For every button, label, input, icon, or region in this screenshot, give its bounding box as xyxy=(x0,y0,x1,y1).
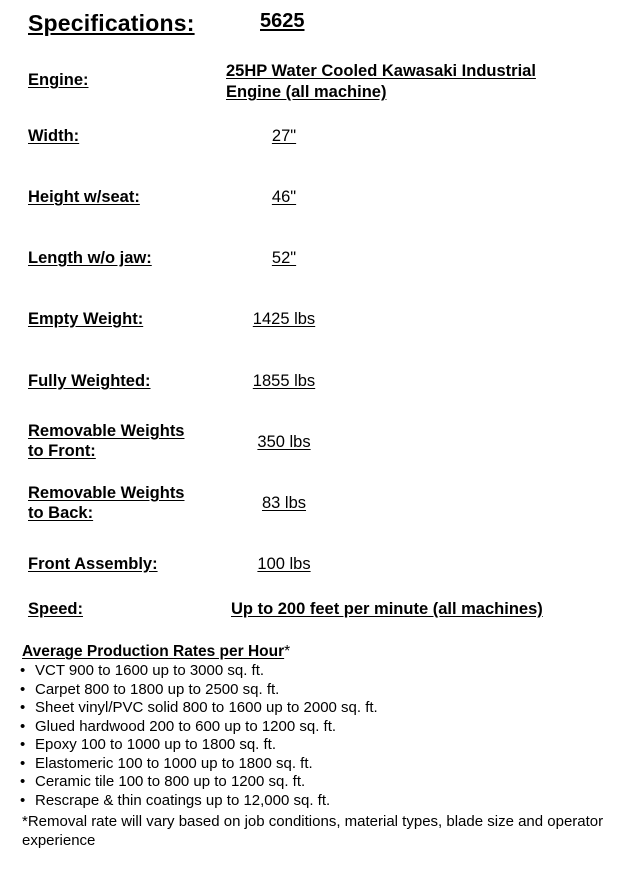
model-number: 5625 xyxy=(260,10,305,32)
weights-front-label-line2: to Front: xyxy=(28,442,96,460)
list-item: • Carpet 800 to 1800 up to 2500 sq. ft. xyxy=(18,681,378,700)
height-value: 46" xyxy=(271,188,297,206)
rates-list xyxy=(18,662,378,810)
list-item: • Sheet vinyl/PVC solid 800 to 1600 up to 2000 sq. ft. xyxy=(18,699,378,718)
list-item: • VCT 900 to 1600 up to 3000 sq. ft. xyxy=(18,662,378,681)
rates-title-asterisk: * xyxy=(284,643,291,660)
engine-value-line1: 25HP Water Cooled Kawasaki Industrial xyxy=(226,62,536,80)
height-label: Height w/seat: xyxy=(28,188,140,206)
page-title: Specifications: xyxy=(28,10,195,36)
list-item: • Glued hardwood 200 to 600 up to 1200 sq. ft. xyxy=(18,718,378,737)
engine-value-line2: Engine (all machine) xyxy=(226,83,387,101)
list-item: • Elastomeric 100 to 1000 up to 1800 sq. ft. xyxy=(18,755,378,774)
rates-title xyxy=(22,643,290,661)
weights-front-value: 350 lbs xyxy=(257,433,311,451)
weights-back-label-line2: to Back: xyxy=(28,504,94,522)
list-item: • Ceramic tile 100 to 800 up to 1200 sq. ft. xyxy=(18,773,378,792)
weights-back-label-line1: Removable Weights xyxy=(28,484,185,502)
length-label: Length w/o jaw: xyxy=(28,249,152,267)
weights-front-label-line1: Removable Weights xyxy=(28,422,185,440)
front-assembly-value: 100 lbs xyxy=(257,555,311,573)
speed-value: Up to 200 feet per minute (all machines) xyxy=(231,600,543,618)
front-assembly-label: Front Assembly: xyxy=(28,555,158,573)
width-value: 27" xyxy=(271,127,297,145)
engine-label: Engine: xyxy=(28,71,89,89)
weights-back-value: 83 lbs xyxy=(261,494,307,512)
empty-weight-value: 1425 lbs xyxy=(252,310,316,328)
rates-title-text: Average Production Rates per Hour xyxy=(22,643,285,660)
length-value: 52" xyxy=(271,249,297,267)
width-label: Width: xyxy=(28,127,80,145)
list-item: • Rescrape & thin coatings up to 12,000 sq. ft. xyxy=(18,792,378,811)
fully-weighted-label: Fully Weighted: xyxy=(28,372,151,390)
engine-value xyxy=(226,61,606,103)
fully-weighted-value: 1855 lbs xyxy=(252,372,316,390)
removal-rate-note: *Removal rate will vary based on job conditions, material types, blade size and operator experience xyxy=(22,813,604,849)
speed-label: Speed: xyxy=(28,600,84,618)
empty-weight-label: Empty Weight: xyxy=(28,310,144,328)
list-item: • Epoxy 100 to 1000 up to 1800 sq. ft. xyxy=(18,736,378,755)
